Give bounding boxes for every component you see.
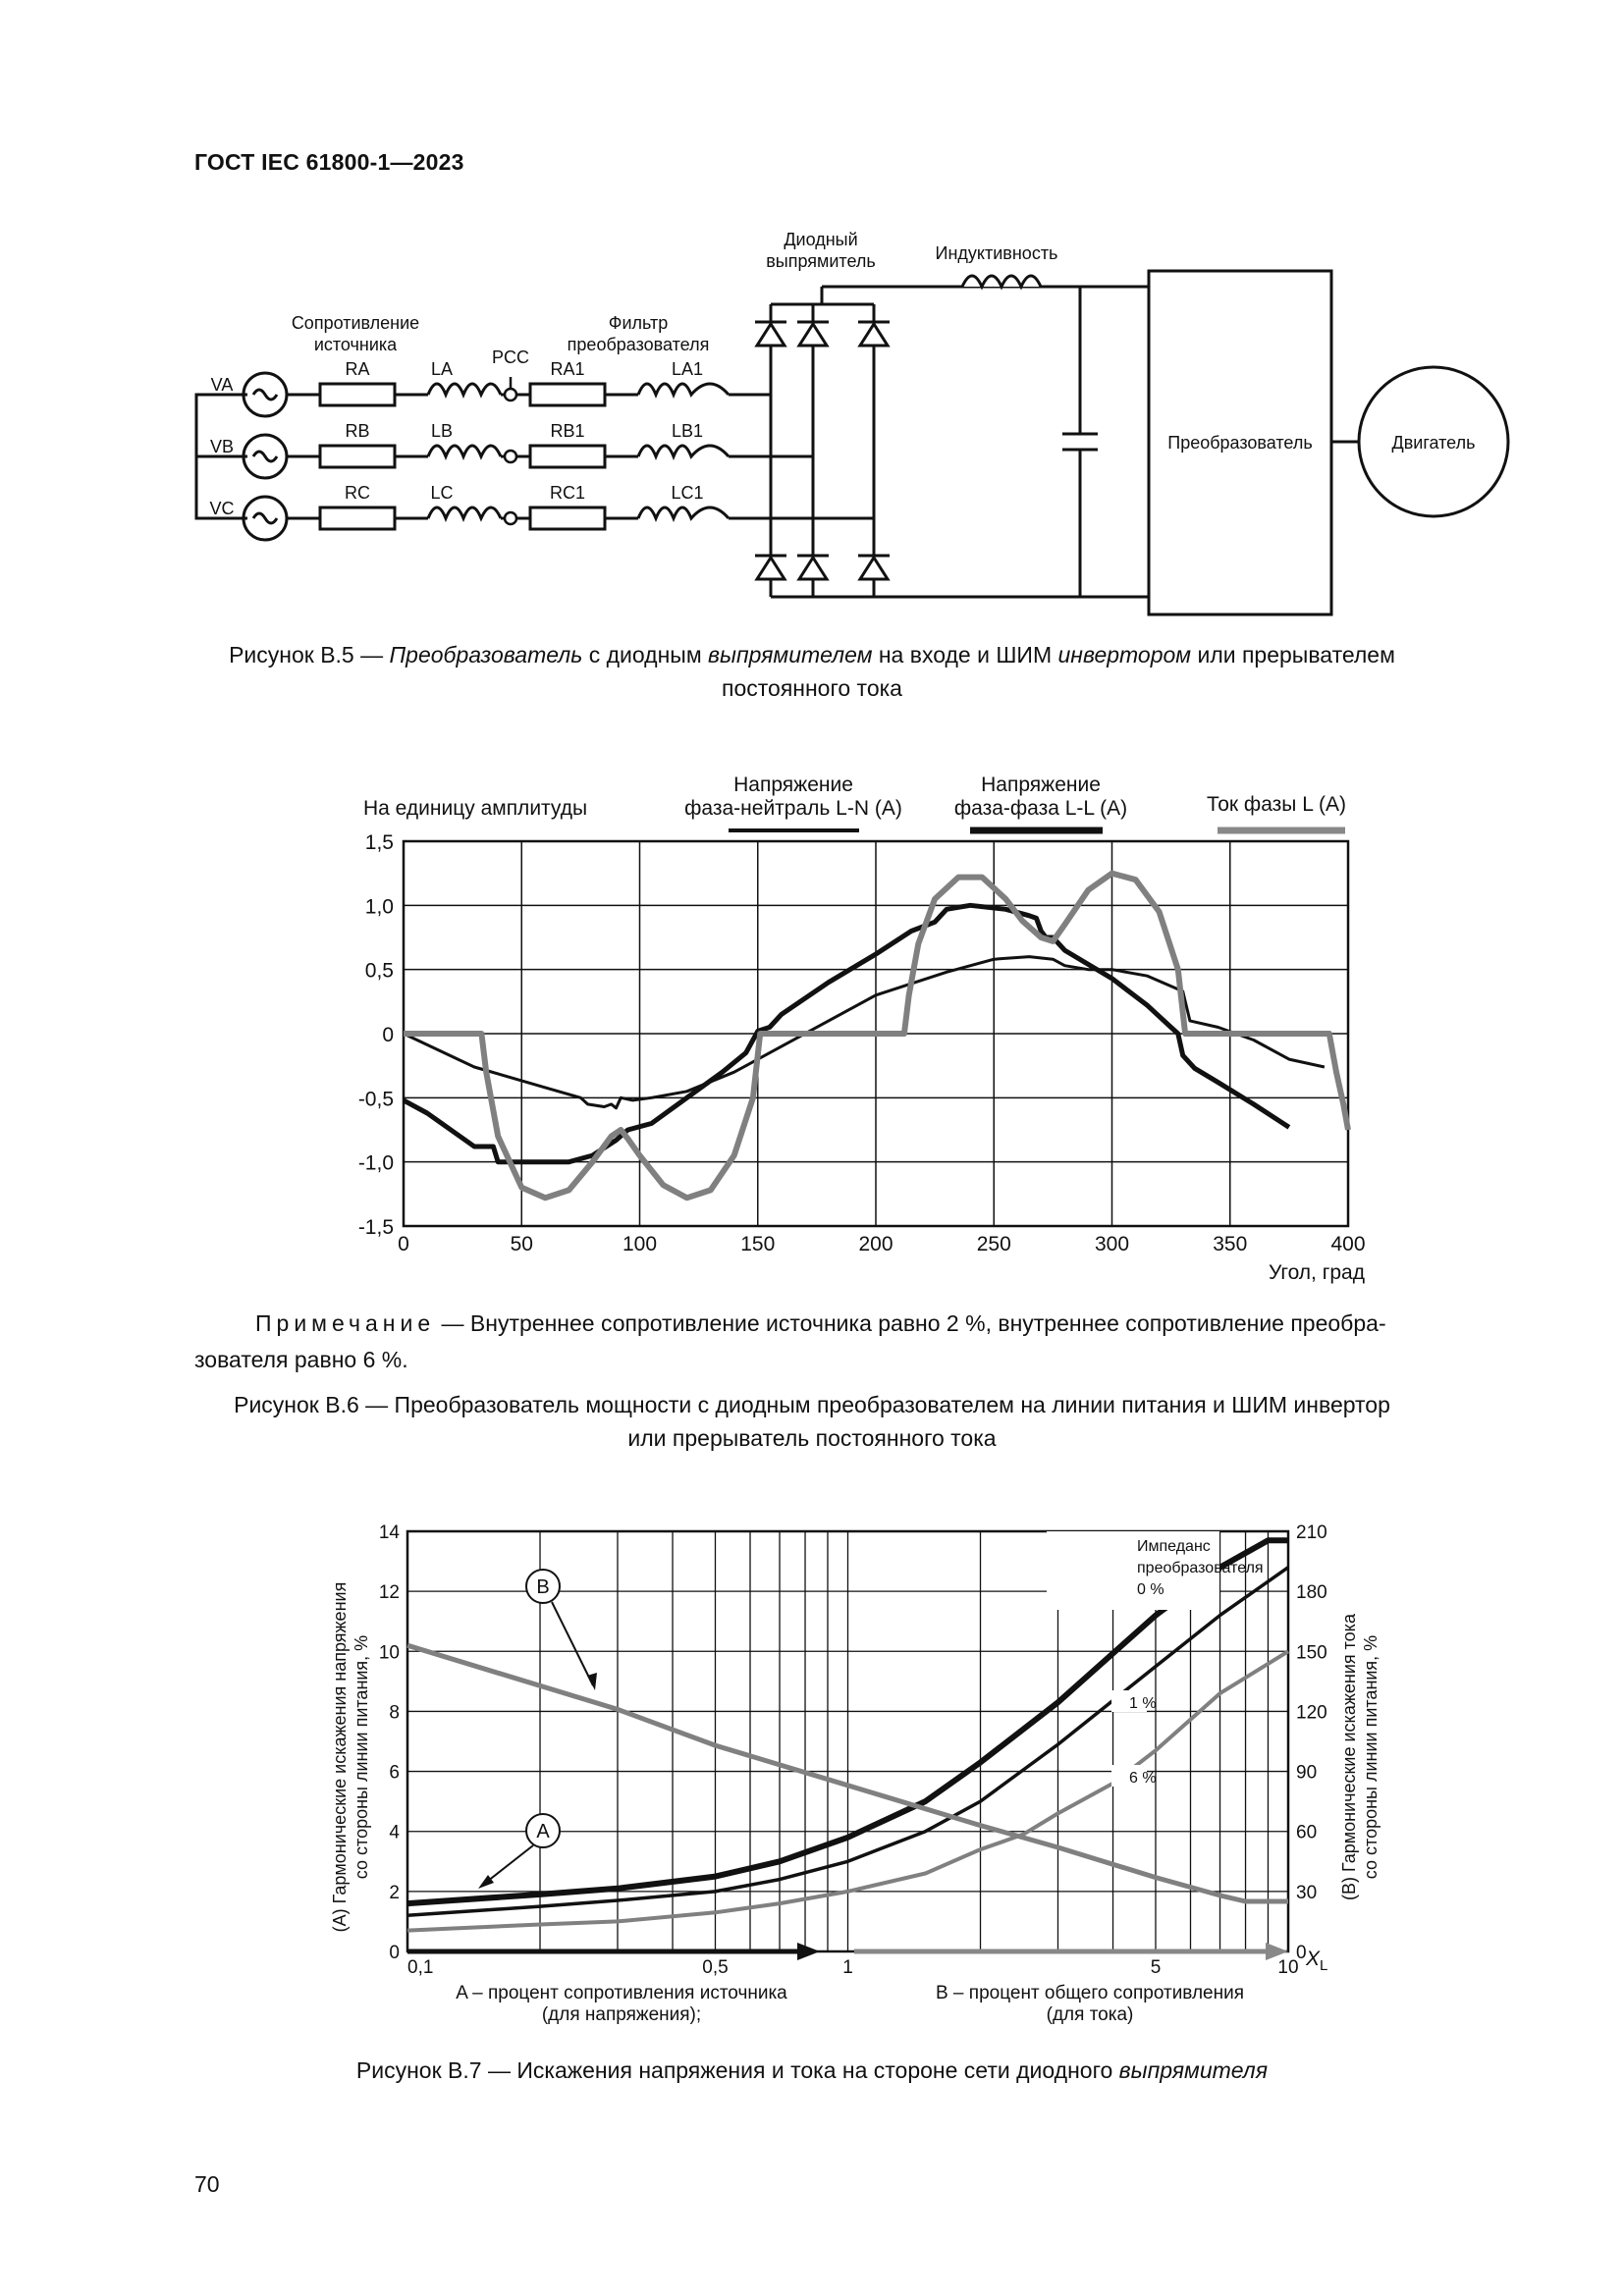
caption-b5-t2: на входе и ШИМ <box>872 642 1058 667</box>
inductor-la1 <box>638 384 729 395</box>
resistor-rb1 <box>530 446 605 467</box>
inductor-lc1 <box>638 507 729 518</box>
label-rb: RB <box>345 421 370 441</box>
caption-b5-w1: Преобразователь <box>389 642 583 667</box>
label-filter-1: Фильтр <box>608 313 669 333</box>
b6-xtick-label: 50 <box>510 1233 533 1255</box>
b7-ytick-left: 6 <box>389 1762 400 1784</box>
label-la1: LA1 <box>671 359 704 379</box>
inductor-la <box>428 384 501 395</box>
label-converter: Преобразователь <box>1167 433 1313 453</box>
curve-label-0: 0 % <box>1137 1581 1164 1598</box>
b6-ytick-label: -1,5 <box>357 1216 394 1239</box>
label-diode-rectifier-1: Диодный <box>784 230 858 249</box>
phase-row-vb <box>210 421 813 467</box>
phase-row-vc <box>209 483 874 529</box>
diode-upper-3 <box>858 322 890 346</box>
label-lc: LC <box>430 483 454 503</box>
b7-ytick-left: 4 <box>389 1822 400 1843</box>
resistor-ra1 <box>530 384 605 405</box>
xl-label <box>1305 1948 1327 1974</box>
b7-ytick-right: 180 <box>1296 1582 1327 1604</box>
b6-xtick-label: 200 <box>858 1233 893 1255</box>
caption-b5-w2: выпрямителем <box>708 642 873 667</box>
note-line2: зователя равно 6 %. <box>194 1347 408 1372</box>
diode-lower-1 <box>755 556 786 579</box>
marker-a-label: A <box>536 1821 550 1842</box>
pcc-node <box>505 389 516 400</box>
xl-sub: L <box>1320 1957 1328 1974</box>
b6-xlabel: Угол, град <box>1268 1261 1365 1284</box>
caption-b5-prefix: Рисунок В.5 — <box>229 642 390 667</box>
b7-ytick-right: 90 <box>1296 1762 1318 1784</box>
label-diode-rectifier-2: выпрямитель <box>766 251 876 271</box>
diode-rectifier <box>771 287 1149 597</box>
b7-ylabel-left-2: со стороны линии питания, % <box>352 1634 371 1880</box>
inductor-lb1 <box>638 446 729 456</box>
xaxis-b-1: B – процент общего сопротивления <box>935 1983 1245 2003</box>
pcc-node <box>505 512 516 524</box>
caption-b5-w3: инвертором <box>1057 642 1192 667</box>
source-label-vb: VB <box>209 437 235 456</box>
b7-ytick-right: 30 <box>1296 1882 1318 1903</box>
resistor-rc1 <box>530 507 605 529</box>
label-lb: LB <box>430 421 454 441</box>
b7-ytick-right: 150 <box>1296 1642 1327 1664</box>
resistor-ra <box>320 384 395 405</box>
diodes <box>755 322 890 579</box>
waveform-chart <box>0 746 1624 1296</box>
figure-b6-note <box>194 1306 1500 1378</box>
label-lb1: LB1 <box>671 421 704 441</box>
source-label-vc: VC <box>209 499 235 518</box>
note-word: Примечание <box>255 1310 436 1336</box>
caption-b7-italic: выпрямителя <box>1118 2057 1269 2083</box>
figure-b6-caption <box>0 1388 1624 1455</box>
legend-ll-1: Напряжение <box>981 774 1101 796</box>
page-number: 70 <box>194 2171 220 2197</box>
legend-ln-1: Напряжение <box>733 774 853 796</box>
label-motor: Двигатель <box>1391 433 1476 453</box>
b6-xtick-label: 150 <box>740 1233 776 1255</box>
resistor-rb <box>320 446 395 467</box>
label-source-resistance-1: Сопротивление <box>291 313 420 333</box>
b7-xtick-label: 5 <box>1150 1957 1162 1978</box>
b6-ytick-label: -1,0 <box>357 1151 394 1175</box>
b7-ytick-left: 2 <box>389 1882 400 1903</box>
source-label-va: VA <box>210 375 234 395</box>
label-source-resistance-2: источника <box>313 335 398 354</box>
inductor-lb <box>428 446 501 456</box>
b7-ytick-right: 0 <box>1296 1943 1307 1963</box>
caption-b6-line1: Рисунок В.6 — Преобразователь мощности с диодным преобразователем на линии питания и ШИМ инвертор <box>234 1392 1390 1417</box>
b6-xtick-label: 100 <box>622 1233 658 1255</box>
caption-b6-line2: или прерыватель постоянного тока <box>627 1425 997 1451</box>
diode-lower-2 <box>797 556 829 579</box>
b7-ytick-right: 120 <box>1296 1702 1327 1724</box>
figure-b5-caption <box>0 638 1624 705</box>
distortion-chart <box>0 1502 1624 2052</box>
impedance-label-2: преобразователя <box>1137 1560 1264 1576</box>
b6-xtick-label: 350 <box>1213 1233 1248 1255</box>
b6-xtick-label: 300 <box>1094 1233 1130 1255</box>
b6-ytick-label: 1,5 <box>364 831 394 854</box>
pcc-node <box>505 451 516 462</box>
b6-ylabel: На единицу амплитуды <box>363 797 588 820</box>
b7-ytick-left: 10 <box>378 1642 400 1664</box>
diode-upper-2 <box>797 322 829 346</box>
caption-b5-t1: с диодным <box>582 642 709 667</box>
impedance-label-1: Импеданс <box>1137 1538 1211 1555</box>
b6-ticks <box>358 831 1366 1255</box>
marker-b <box>526 1570 597 1690</box>
caption-b5-line2: постоянного тока <box>722 675 902 701</box>
inductor-lc <box>428 507 501 518</box>
label-pcc: PCC <box>491 347 530 367</box>
b6-ytick-label: 0 <box>382 1024 394 1046</box>
b6-xtick-label: 400 <box>1330 1233 1366 1255</box>
marker-a <box>478 1814 560 1889</box>
b7-xtick-label: 10 <box>1277 1957 1299 1978</box>
curve-label-1: 1 % <box>1129 1695 1157 1712</box>
b6-ytick-label: -0,5 <box>357 1088 394 1111</box>
b7-xtick-label: 0,1 <box>407 1957 434 1978</box>
label-filter-2: преобразователя <box>567 335 710 354</box>
b7-xtick-label: 0,5 <box>702 1957 729 1978</box>
b6-ytick-label: 0,5 <box>364 959 394 983</box>
caption-b5-t3: или прерывателем <box>1191 642 1395 667</box>
resistor-rc <box>320 507 395 529</box>
b6-xtick-label: 0 <box>398 1233 409 1255</box>
diode-lower-3 <box>858 556 890 579</box>
figure-b7-caption <box>0 2054 1624 2087</box>
b7-ylabel-right-2: со стороны линии питания, % <box>1361 1634 1380 1880</box>
note-text: — Внутреннее сопротивление источника равно 2 %, внутреннее сопротивление преобра- <box>435 1310 1386 1336</box>
circuit-diagram <box>0 196 1624 628</box>
caption-b7-text: Рисунок В.7 — Искажения напряжения и тока на стороне сети диодного <box>355 2057 1119 2083</box>
label-la: LA <box>430 359 454 379</box>
legend-ln-2: фаза-нейтраль L-N (A) <box>684 797 902 820</box>
b7-ytick-right: 60 <box>1296 1822 1318 1843</box>
b6-ytick-label: 1,0 <box>364 895 394 919</box>
b7-ytick-right: 210 <box>1296 1522 1327 1543</box>
diode-upper-1 <box>755 322 786 346</box>
b7-ytick-left: 14 <box>378 1522 400 1543</box>
b7-ylabel-right-1: (B) Гармонические искажения тока <box>1339 1614 1359 1900</box>
label-rb1: RB1 <box>550 421 585 441</box>
b7-ytick-left: 12 <box>378 1582 400 1604</box>
b7-ylabel-left-1: (A) Гармонические искажения напряжения <box>330 1581 350 1933</box>
label-rc: RC <box>345 483 370 503</box>
legend-ll-2: фаза-фаза L-L (A) <box>953 797 1128 820</box>
b7-ytick-left: 0 <box>389 1943 400 1963</box>
dc-capacitor <box>1062 287 1098 597</box>
label-inductance: Индуктивность <box>935 243 1058 263</box>
phase-rows <box>209 359 874 529</box>
label-ra1: RA1 <box>550 359 585 379</box>
b6-xtick-label: 250 <box>976 1233 1011 1255</box>
document-code: ГОСТ IEC 61800-1—2023 <box>194 149 464 175</box>
label-ra: RA <box>345 359 370 379</box>
xaxis-a-1: A – процент сопротивления источника <box>456 1983 787 2003</box>
b7-ytick-left: 8 <box>389 1702 400 1724</box>
marker-b-label: B <box>536 1576 550 1598</box>
phase-row-va <box>211 359 771 405</box>
legend-current: Ток фазы L (A) <box>1207 793 1346 816</box>
label-rc1: RC1 <box>549 483 586 503</box>
xaxis-b-2: (для тока) <box>1046 2004 1134 2025</box>
xl-x: X <box>1306 1948 1321 1970</box>
curve-label-6: 6 % <box>1129 1770 1157 1787</box>
xaxis-a-2: (для напряжения); <box>541 2004 702 2025</box>
dc-inductor <box>962 276 1041 287</box>
b7-xtick-label: 1 <box>842 1957 853 1978</box>
label-lc1: LC1 <box>671 483 704 503</box>
